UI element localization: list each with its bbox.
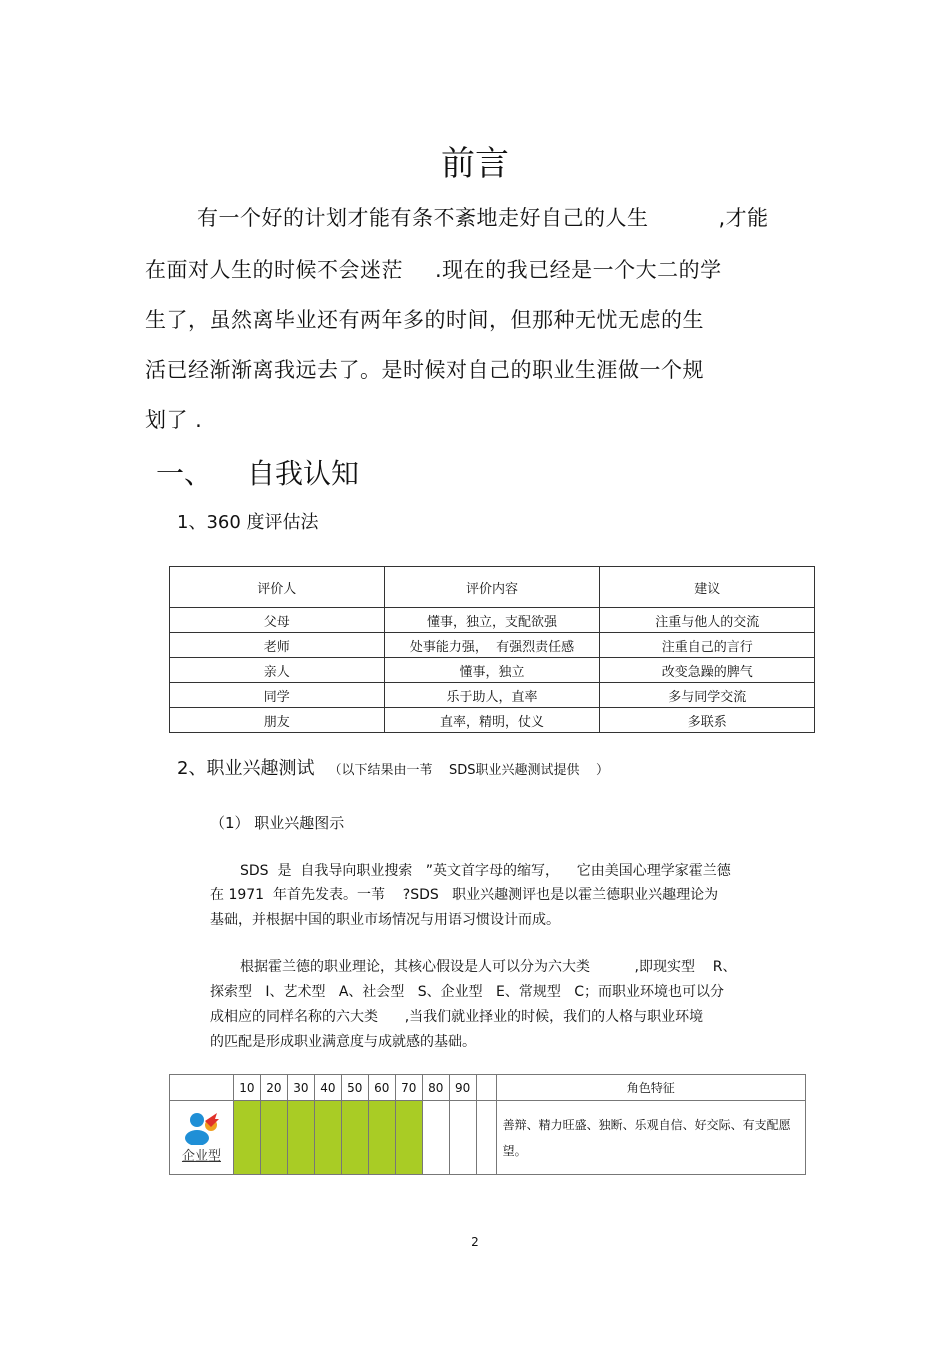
role-header: 角色特征 — [496, 1075, 805, 1101]
holland-paragraph-line: 成相应的同样名称的六大类 ,当我们就业择业的时候，我们的人格与职业环境 — [210, 1009, 704, 1025]
table-header: 评价人 — [170, 567, 385, 608]
sds-paragraph-line: SDS 是 自我导向职业搜索 ”英文首字母的缩写， 它由美国心理学家霍兰德 — [240, 863, 731, 879]
subsection-interest-test — [177, 754, 609, 780]
scale-label: 90 — [449, 1075, 476, 1101]
preface-line-1 — [197, 202, 769, 232]
preface-line-1b: ,才能 — [718, 206, 769, 230]
scale-label: 50 — [341, 1075, 368, 1101]
table-cell: 父母 — [170, 608, 385, 633]
score-cell — [233, 1101, 260, 1175]
table-cell: 改变急躁的脾气 — [600, 658, 815, 683]
table-row — [170, 633, 815, 658]
score-cell — [422, 1101, 449, 1175]
type-badge — [172, 1111, 231, 1164]
table-cell: 老师 — [170, 633, 385, 658]
score-cell — [260, 1101, 287, 1175]
sds-paragraph-line: 在 1971 年首先发表。一苇 ?SDS 职业兴趣测评也是以霍兰德职业兴趣理论为 — [210, 887, 719, 903]
preface-line-1a: 有一个好的计划才能有条不紊地走好自己的人生 — [197, 206, 649, 230]
score-cell — [314, 1101, 341, 1175]
table-row — [170, 608, 815, 633]
type-row — [170, 1101, 806, 1175]
subsection-title: 2、职业兴趣测试 — [177, 758, 315, 779]
spacer-cell — [476, 1075, 496, 1101]
table-header: 评价内容 — [384, 567, 600, 608]
table-header: 建议 — [600, 567, 815, 608]
role-description: 善辩、精力旺盛、独断、乐观自信、好交际、有支配愿望。 — [496, 1101, 805, 1175]
score-cell — [341, 1101, 368, 1175]
scale-label: 10 — [233, 1075, 260, 1101]
preface-line-5: 划了 . — [145, 408, 203, 432]
table-row — [170, 708, 815, 733]
sds-paragraph-line: 基础，并根据中国的职业市场情况与用语习惯设计而成。 — [210, 912, 560, 928]
evaluation-table — [169, 566, 815, 733]
table-cell: 多与同学交流 — [600, 683, 815, 708]
table-cell: 直率，精明，仗义 — [384, 708, 600, 733]
corner-cell — [170, 1075, 234, 1101]
score-cell — [368, 1101, 395, 1175]
table-cell: 注重与他人的交流 — [600, 608, 815, 633]
scale-label: 60 — [368, 1075, 395, 1101]
table-row — [170, 658, 815, 683]
scale-label: 30 — [287, 1075, 314, 1101]
holland-paragraph-line: 的匹配是形成职业满意度与成就感的基础。 — [210, 1034, 476, 1050]
preface-line-2b: .现在的我已经是一个大二的学 — [435, 258, 722, 282]
table-cell: 朋友 — [170, 708, 385, 733]
section-title: 自我认知 — [247, 457, 360, 490]
scale-label: 20 — [260, 1075, 287, 1101]
type-label: 企业型 — [181, 1149, 221, 1164]
table-cell: 乐于助人，直率 — [384, 683, 600, 708]
table-cell: 多联系 — [600, 708, 815, 733]
score-cell — [287, 1101, 314, 1175]
table-cell: 处事能力强， 有强烈责任感 — [384, 633, 600, 658]
score-cell — [449, 1101, 476, 1175]
table-cell: 亲人 — [170, 658, 385, 683]
table-cell: 懂事，独立 — [384, 658, 600, 683]
scale-label: 40 — [314, 1075, 341, 1101]
page-number: 2 — [471, 1235, 479, 1249]
score-cell — [395, 1101, 422, 1175]
scale-label: 80 — [422, 1075, 449, 1101]
interest-score-table — [169, 1074, 806, 1175]
preface-line-4: 活已经渐渐离我远去了。是时候对自己的职业生涯做一个规 — [145, 358, 704, 382]
type-cell — [170, 1101, 234, 1175]
enterprise-person-icon — [181, 1111, 221, 1145]
page-title: 前言 — [441, 144, 509, 184]
table-row — [170, 683, 815, 708]
scale-row — [170, 1075, 806, 1101]
table-cell: 懂事，独立，支配欲强 — [384, 608, 600, 633]
preface-line-2a: 在面对人生的时候不会迷茫 — [145, 258, 403, 282]
section-number: 一、 — [156, 457, 213, 490]
scale-label: 70 — [395, 1075, 422, 1101]
preface-line-2 — [145, 254, 722, 284]
table-cell: 同学 — [170, 683, 385, 708]
preface-line-3: 生了，虽然离毕业还有两年多的时间，但那种无忧无虑的生 — [145, 308, 704, 332]
spacer-cell — [476, 1101, 496, 1175]
table-cell: 注重自己的言行 — [600, 633, 815, 658]
holland-paragraph-line: 探索型 I、艺术型 A、社会型 S、企业型 E、常规型 C；而职业环境也可以分 — [210, 984, 724, 1000]
subsection-note: （以下结果由一苇 SDS职业兴趣测试提供 ） — [328, 763, 610, 778]
table-header-row — [170, 567, 815, 608]
holland-paragraph-line: 根据霍兰德的职业理论，其核心假设是人可以分为六大类 ,即现实型 R、 — [240, 959, 737, 975]
interest-chart-heading: （1） 职业兴趣图示 — [210, 814, 345, 832]
subsection-360: 1、360 度评估法 — [177, 512, 319, 533]
